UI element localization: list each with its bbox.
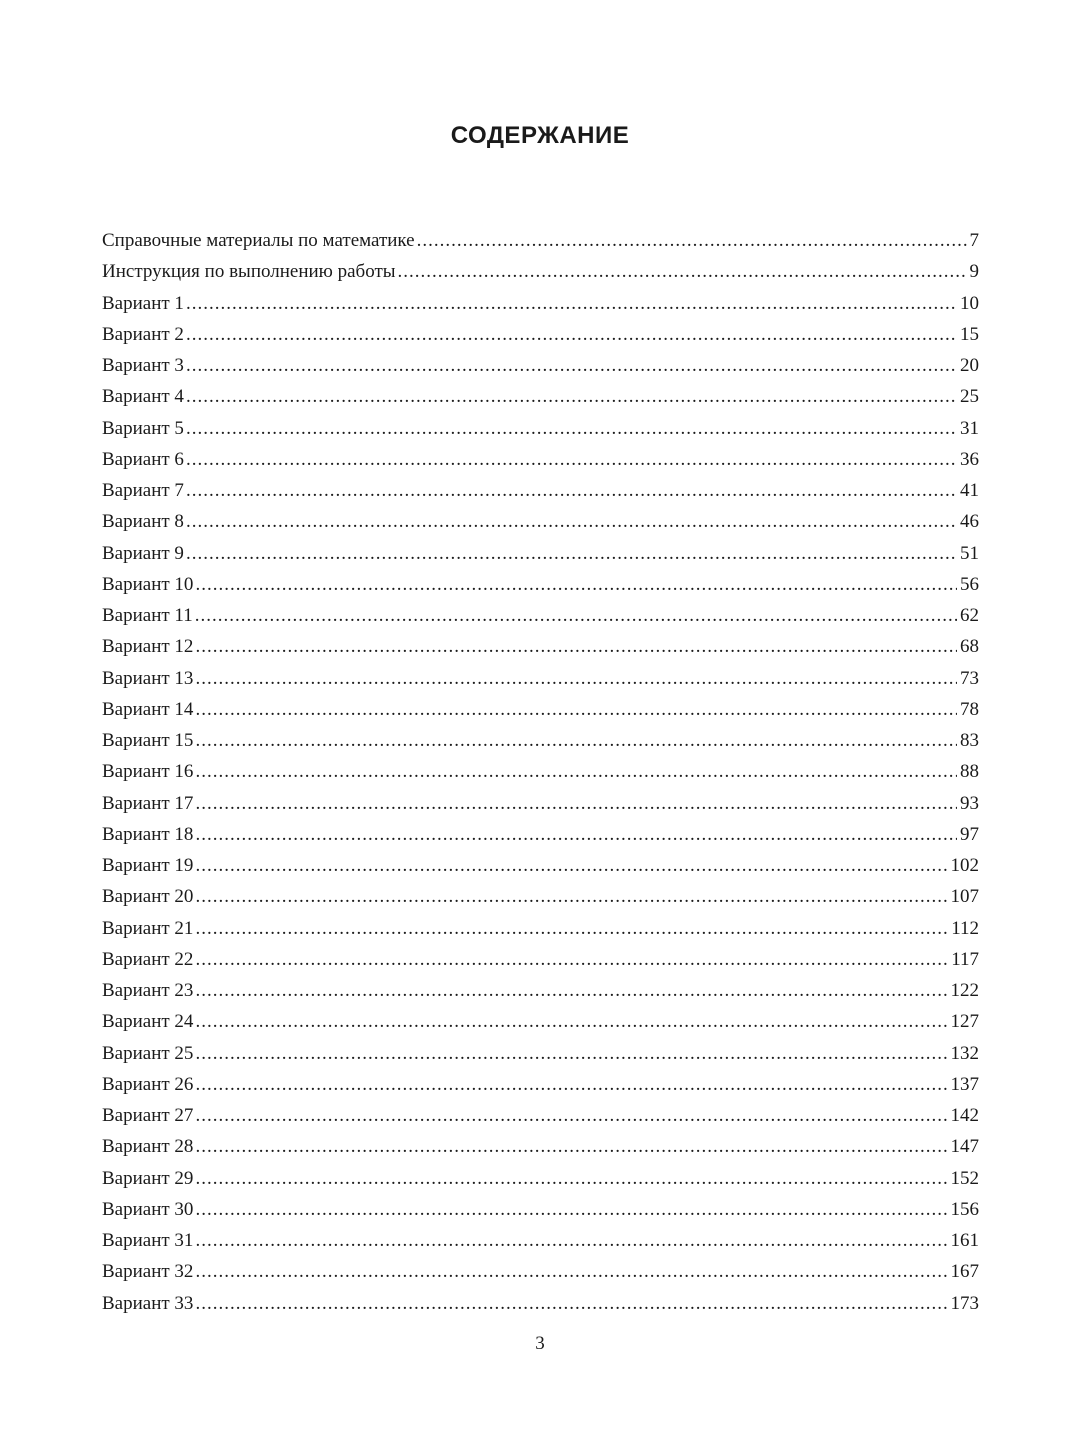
toc-entry-label: Вариант 15 bbox=[102, 730, 194, 751]
toc-entry-page: 68 bbox=[960, 636, 979, 658]
toc-entry-page: 122 bbox=[950, 980, 979, 1001]
toc-entry-page: 102 bbox=[950, 855, 979, 876]
table-of-contents bbox=[102, 225, 979, 1319]
toc-entry-page: 127 bbox=[950, 1011, 979, 1033]
toc-entry bbox=[102, 444, 979, 475]
toc-entry-label: Вариант 1 bbox=[102, 292, 184, 314]
toc-entry-label: Вариант 14 bbox=[102, 698, 194, 720]
dot-leader bbox=[195, 944, 948, 975]
dot-leader bbox=[186, 475, 957, 506]
toc-entry-label: Вариант 33 bbox=[102, 1292, 194, 1314]
toc-entry-page: 93 bbox=[960, 792, 979, 814]
toc-entry-page: 25 bbox=[960, 386, 979, 408]
dot-leader bbox=[195, 631, 957, 662]
toc-entry-page: 7 bbox=[969, 230, 979, 251]
dot-leader bbox=[195, 694, 957, 725]
toc-entry-label: Инструкция по выполнению работы bbox=[102, 261, 396, 283]
toc-entry bbox=[102, 819, 979, 850]
dot-leader bbox=[186, 350, 957, 381]
toc-entry-page: 173 bbox=[950, 1292, 979, 1314]
toc-entry bbox=[102, 288, 979, 319]
toc-entry bbox=[102, 350, 979, 381]
toc-entry-page: 9 bbox=[969, 261, 979, 283]
toc-entry-page: 88 bbox=[960, 761, 979, 783]
toc-entry-page: 142 bbox=[950, 1105, 979, 1126]
toc-entry bbox=[102, 944, 979, 975]
dot-leader bbox=[195, 1100, 947, 1131]
toc-entry-page: 51 bbox=[960, 542, 979, 564]
toc-entry-page: 156 bbox=[950, 1198, 979, 1220]
dot-leader bbox=[186, 288, 957, 319]
dot-leader bbox=[195, 1006, 947, 1037]
toc-entry-page: 15 bbox=[960, 323, 979, 345]
toc-entry-page: 147 bbox=[950, 1136, 979, 1158]
toc-entry bbox=[102, 694, 979, 725]
toc-entry bbox=[102, 1288, 979, 1319]
dot-leader bbox=[195, 569, 957, 600]
toc-entry-label: Вариант 13 bbox=[102, 667, 194, 689]
dot-leader bbox=[417, 225, 967, 256]
toc-entry-label: Вариант 21 bbox=[102, 917, 194, 939]
dot-leader bbox=[195, 1131, 947, 1162]
dot-leader bbox=[195, 881, 947, 912]
toc-entry bbox=[102, 725, 979, 756]
toc-entry bbox=[102, 256, 979, 287]
toc-entry bbox=[102, 475, 979, 506]
toc-entry-label: Вариант 19 bbox=[102, 855, 194, 876]
dot-leader bbox=[186, 444, 957, 475]
page-title: СОДЕРЖАНИЕ bbox=[450, 122, 630, 149]
toc-entry bbox=[102, 975, 979, 1006]
toc-entry bbox=[102, 600, 979, 631]
toc-entry-label: Вариант 16 bbox=[102, 761, 194, 783]
toc-entry bbox=[102, 506, 979, 537]
dot-leader bbox=[195, 1163, 947, 1194]
toc-entry-label: Вариант 5 bbox=[102, 417, 184, 439]
toc-entry bbox=[102, 225, 979, 256]
dot-leader bbox=[195, 975, 947, 1006]
toc-entry-page: 46 bbox=[960, 511, 979, 533]
toc-entry bbox=[102, 881, 979, 912]
dot-leader bbox=[195, 1225, 947, 1256]
toc-entry-page: 152 bbox=[950, 1167, 979, 1189]
toc-entry-label: Вариант 8 bbox=[102, 511, 184, 533]
toc-entry-page: 20 bbox=[960, 355, 979, 376]
dot-leader bbox=[195, 600, 957, 631]
toc-entry bbox=[102, 538, 979, 569]
toc-entry bbox=[102, 569, 979, 600]
toc-entry-page: 31 bbox=[960, 417, 979, 439]
toc-entry-page: 161 bbox=[950, 1230, 979, 1251]
toc-entry-label: Вариант 30 bbox=[102, 1198, 194, 1220]
toc-entry bbox=[102, 381, 979, 412]
toc-entry-page: 112 bbox=[951, 917, 979, 939]
toc-entry bbox=[102, 631, 979, 662]
toc-entry bbox=[102, 1256, 979, 1287]
toc-entry-label: Вариант 26 bbox=[102, 1073, 194, 1095]
toc-entry-page: 107 bbox=[950, 886, 979, 908]
dot-leader bbox=[195, 725, 957, 756]
toc-entry-page: 78 bbox=[960, 698, 979, 720]
toc-entry bbox=[102, 1194, 979, 1225]
dot-leader bbox=[195, 756, 957, 787]
dot-leader bbox=[186, 413, 957, 444]
toc-entry-page: 117 bbox=[951, 948, 979, 970]
toc-entry-label: Вариант 32 bbox=[102, 1261, 194, 1283]
toc-entry-label: Вариант 6 bbox=[102, 448, 184, 470]
toc-entry bbox=[102, 756, 979, 787]
toc-entry-label: Вариант 23 bbox=[102, 980, 194, 1001]
toc-entry bbox=[102, 1006, 979, 1037]
dot-leader bbox=[186, 381, 957, 412]
dot-leader bbox=[195, 1256, 947, 1287]
toc-entry bbox=[102, 413, 979, 444]
toc-entry-page: 137 bbox=[950, 1073, 979, 1095]
dot-leader bbox=[195, 788, 957, 819]
toc-entry bbox=[102, 1225, 979, 1256]
toc-entry bbox=[102, 1131, 979, 1162]
toc-entry-label: Вариант 29 bbox=[102, 1167, 194, 1189]
toc-entry-page: 83 bbox=[960, 730, 979, 751]
dot-leader bbox=[195, 663, 957, 694]
toc-entry-label: Вариант 2 bbox=[102, 323, 184, 345]
toc-entry-page: 73 bbox=[960, 667, 979, 689]
dot-leader bbox=[195, 913, 948, 944]
toc-entry-label: Вариант 17 bbox=[102, 792, 194, 814]
toc-entry bbox=[102, 1038, 979, 1069]
toc-entry-label: Справочные материалы по математике bbox=[102, 230, 415, 251]
toc-entry-label: Вариант 25 bbox=[102, 1042, 194, 1064]
toc-entry-page: 97 bbox=[960, 823, 979, 845]
toc-entry bbox=[102, 663, 979, 694]
toc-entry bbox=[102, 1163, 979, 1194]
toc-entry bbox=[102, 1100, 979, 1131]
dot-leader bbox=[398, 256, 967, 287]
toc-entry-label: Вариант 9 bbox=[102, 542, 184, 564]
page-number: 3 bbox=[535, 1333, 545, 1354]
toc-entry-label: Вариант 20 bbox=[102, 886, 194, 908]
toc-entry-page: 132 bbox=[950, 1042, 979, 1064]
dot-leader bbox=[186, 506, 957, 537]
toc-entry-label: Вариант 27 bbox=[102, 1105, 194, 1126]
toc-entry-page: 36 bbox=[960, 448, 979, 470]
toc-entry-label: Вариант 24 bbox=[102, 1011, 194, 1033]
toc-entry bbox=[102, 850, 979, 881]
dot-leader bbox=[195, 819, 957, 850]
dot-leader bbox=[195, 1038, 947, 1069]
toc-entry bbox=[102, 788, 979, 819]
toc-entry-label: Вариант 10 bbox=[102, 573, 194, 595]
dot-leader bbox=[186, 319, 957, 350]
toc-entry-page: 62 bbox=[960, 605, 979, 626]
toc-entry-label: Вариант 12 bbox=[102, 636, 194, 658]
dot-leader bbox=[195, 850, 947, 881]
toc-entry-page: 167 bbox=[950, 1261, 979, 1283]
toc-entry bbox=[102, 1069, 979, 1100]
toc-entry-label: Вариант 3 bbox=[102, 355, 184, 376]
dot-leader bbox=[186, 538, 957, 569]
toc-entry-label: Вариант 22 bbox=[102, 948, 194, 970]
toc-entry-label: Вариант 18 bbox=[102, 823, 194, 845]
dot-leader bbox=[195, 1069, 947, 1100]
toc-entry-page: 10 bbox=[960, 292, 979, 314]
dot-leader bbox=[195, 1194, 947, 1225]
toc-entry bbox=[102, 319, 979, 350]
dot-leader bbox=[195, 1288, 947, 1319]
toc-entry-page: 41 bbox=[960, 480, 979, 501]
toc-entry-label: Вариант 31 bbox=[102, 1230, 194, 1251]
toc-entry-label: Вариант 7 bbox=[102, 480, 184, 501]
toc-entry-label: Вариант 28 bbox=[102, 1136, 194, 1158]
toc-entry-label: Вариант 11 bbox=[102, 605, 193, 626]
toc-entry-label: Вариант 4 bbox=[102, 386, 184, 408]
toc-entry-page: 56 bbox=[960, 573, 979, 595]
toc-entry bbox=[102, 913, 979, 944]
